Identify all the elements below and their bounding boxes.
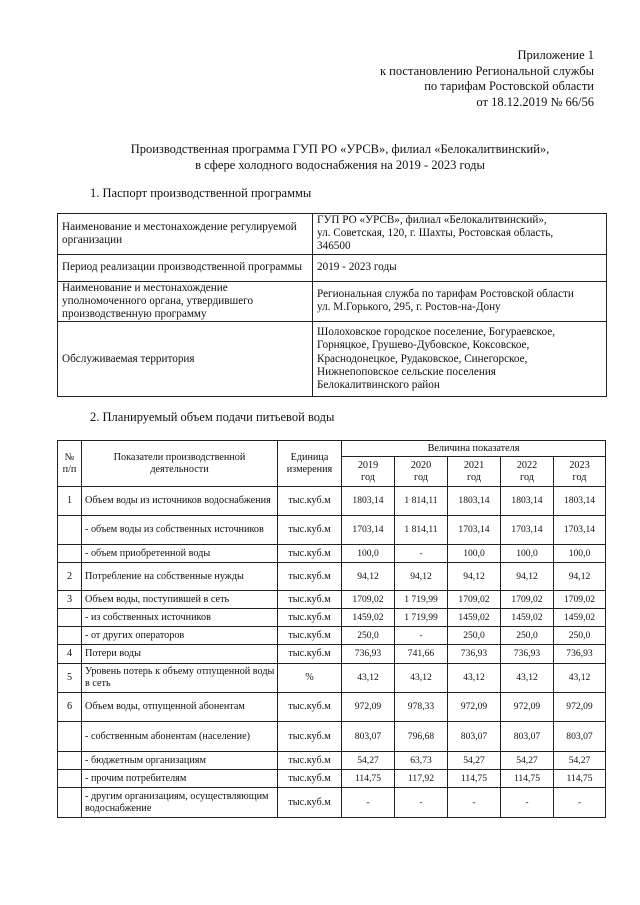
row-indicator: - собственным абонентам (население): [82, 722, 278, 752]
row-value: 94,12: [554, 563, 606, 591]
row-value: 741,66: [395, 645, 448, 664]
title-line: Производственная программа ГУП РО «УРСВ», филиал «Белокалитвинский»,: [130, 142, 550, 156]
appendix-header: [380, 48, 594, 110]
row-value: 250,0: [448, 627, 501, 645]
year-number: 2023: [569, 459, 590, 471]
row-indicator: Объем воды, поступившей в сеть: [82, 591, 278, 609]
row-unit: тыс.куб.м: [278, 693, 342, 722]
passport-value-line: ул. Советская, 120, г. Шахты, Ростовская область,: [317, 227, 554, 240]
passport-value: [313, 281, 607, 322]
section-heading-passport: 1. Паспорт производственной программы: [90, 186, 312, 200]
row-value: -: [342, 788, 395, 818]
passport-label: Наименование и местонахождение регулируемой организации: [58, 214, 313, 255]
row-value: 43,12: [395, 664, 448, 693]
row-value: 1 814,11: [395, 516, 448, 545]
row-num: [58, 609, 82, 627]
row-value: 1709,02: [554, 591, 606, 609]
row-value: 1803,14: [342, 487, 395, 516]
row-value: 1459,02: [501, 609, 554, 627]
row-unit: тыс.куб.м: [278, 516, 342, 545]
row-num: [58, 752, 82, 770]
year-number: 2020: [410, 459, 432, 471]
row-indicator: Потребление на собственные нужды: [82, 563, 278, 591]
row-value: 114,75: [448, 770, 501, 788]
row-num: 2: [58, 563, 82, 591]
row-value: 100,0: [554, 545, 606, 563]
row-value: 1459,02: [448, 609, 501, 627]
row-value: 1703,14: [448, 516, 501, 545]
year-word: год: [572, 471, 587, 483]
header-value: Величина показателя: [342, 441, 606, 457]
passport-value-line: ул. М.Горького, 295, г. Ростов-на-Дону: [317, 301, 501, 314]
row-value: 1703,14: [342, 516, 395, 545]
row-value: 972,09: [448, 693, 501, 722]
header-year: [448, 457, 501, 487]
passport-value-line: Белокалитвинского район: [317, 379, 440, 392]
row-indicator: Уровень потерь к объему отпущенной воды в сеть: [82, 664, 278, 693]
row-unit: тыс.куб.м: [278, 609, 342, 627]
appendix-line: к постановлению Региональной службы: [379, 63, 594, 78]
row-num: 4: [58, 645, 82, 664]
passport-value: [313, 322, 607, 397]
row-value: 1803,14: [448, 487, 501, 516]
row-num: [58, 722, 82, 752]
table-row: [58, 788, 606, 818]
row-value: 250,0: [554, 627, 606, 645]
row-value: 1709,02: [501, 591, 554, 609]
row-unit: тыс.куб.м: [278, 563, 342, 591]
row-num: [58, 516, 82, 545]
appendix-line: от 18.12.2019 № 66/56: [476, 94, 594, 109]
document-title: [70, 141, 610, 173]
header-year: [501, 457, 554, 487]
row-num: 5: [58, 664, 82, 693]
row-value: 796,68: [395, 722, 448, 752]
row-num: 1: [58, 487, 82, 516]
row-value: 736,93: [501, 645, 554, 664]
passport-value: [313, 254, 607, 281]
row-value: 100,0: [342, 545, 395, 563]
row-value: 43,12: [501, 664, 554, 693]
row-value: 94,12: [448, 563, 501, 591]
row-value: 43,12: [342, 664, 395, 693]
passport-value-line: Горняцкое, Грушево-Дубовское, Коксовское,: [317, 339, 530, 352]
year-word: год: [467, 471, 481, 483]
row-value: 94,12: [501, 563, 554, 591]
row-value: 43,12: [554, 664, 606, 693]
row-value: 978,33: [395, 693, 448, 722]
row-value: 54,27: [554, 752, 606, 770]
table-row: [58, 722, 606, 752]
table-row: [58, 487, 606, 516]
row-value: 972,09: [342, 693, 395, 722]
passport-row: [58, 254, 607, 281]
section-heading-plan: 2. Планируемый объем подачи питьевой воды: [90, 410, 335, 424]
row-value: -: [395, 545, 448, 563]
row-indicator: Объем воды, отпущенной абонентам: [82, 693, 278, 722]
appendix-line: Приложение 1: [517, 48, 594, 62]
row-value: 1803,14: [501, 487, 554, 516]
row-num: [58, 627, 82, 645]
table-row: [58, 627, 606, 645]
row-value: 100,0: [448, 545, 501, 563]
passport-label: Обслуживаемая территория: [58, 322, 313, 397]
passport-value-line: 346500: [317, 240, 351, 253]
row-indicator: - объем приобретенной воды: [82, 545, 278, 563]
passport-row: [58, 281, 607, 322]
row-value: 100,0: [501, 545, 554, 563]
row-unit: тыс.куб.м: [278, 591, 342, 609]
row-value: 250,0: [342, 627, 395, 645]
row-value: 1 814,11: [395, 487, 448, 516]
year-number: 2022: [516, 459, 538, 471]
passport-table: [57, 213, 607, 397]
row-value: 803,07: [342, 722, 395, 752]
row-value: -: [395, 627, 448, 645]
row-value: 1 719,99: [395, 591, 448, 609]
water-supply-plan-table: [57, 440, 606, 818]
header-year: [342, 457, 395, 487]
row-indicator: - из собственных источников: [82, 609, 278, 627]
row-value: 94,12: [395, 563, 448, 591]
row-indicator: - от других операторов: [82, 627, 278, 645]
row-indicator: - объем воды из собственных источников: [82, 516, 278, 545]
year-number: 2021: [463, 459, 485, 471]
row-value: 114,75: [554, 770, 606, 788]
table-row: [58, 563, 606, 591]
row-indicator: Объем воды из источников водоснабжения: [82, 487, 278, 516]
row-unit: тыс.куб.м: [278, 487, 342, 516]
row-value: 803,07: [448, 722, 501, 752]
passport-value-line: Региональная служба по тарифам Ростовской области: [317, 288, 574, 301]
row-value: 114,75: [342, 770, 395, 788]
row-value: 1709,02: [448, 591, 501, 609]
row-value: -: [448, 788, 501, 818]
row-value: 117,92: [395, 770, 448, 788]
passport-value-line: Краснодонецкое, Рудаковское, Синегорское,: [317, 352, 528, 365]
row-value: 1803,14: [554, 487, 606, 516]
row-value: 736,93: [448, 645, 501, 664]
table-row: [58, 545, 606, 563]
row-value: 54,27: [448, 752, 501, 770]
row-value: -: [501, 788, 554, 818]
table-row: [58, 609, 606, 627]
row-indicator: - бюджетным организациям: [82, 752, 278, 770]
row-value: 54,27: [501, 752, 554, 770]
row-value: 63,73: [395, 752, 448, 770]
header-indicator: Показатели производственной деятельности: [82, 441, 278, 487]
table-row: [58, 645, 606, 664]
row-unit: тыс.куб.м: [278, 752, 342, 770]
table-row: [58, 664, 606, 693]
row-value: -: [395, 788, 448, 818]
row-unit: %: [278, 664, 342, 693]
row-value: 1459,02: [554, 609, 606, 627]
passport-value-line: Шолоховское городское поселение, Богураевское,: [317, 326, 555, 339]
row-unit: тыс.куб.м: [278, 645, 342, 664]
row-unit: тыс.куб.м: [278, 722, 342, 752]
row-num: [58, 788, 82, 818]
year-word: год: [520, 471, 534, 483]
table-row: [58, 770, 606, 788]
row-value: 1 719,99: [395, 609, 448, 627]
row-indicator: - прочим потребителям: [82, 770, 278, 788]
passport-row: [58, 214, 607, 255]
row-num: [58, 770, 82, 788]
year-word: год: [414, 471, 428, 483]
row-value: 736,93: [554, 645, 606, 664]
row-value: 736,93: [342, 645, 395, 664]
table-row: [58, 591, 606, 609]
row-value: 1703,14: [554, 516, 606, 545]
row-value: 1459,02: [342, 609, 395, 627]
row-indicator: Потери воды: [82, 645, 278, 664]
row-unit: тыс.куб.м: [278, 545, 342, 563]
row-unit: тыс.куб.м: [278, 770, 342, 788]
row-num: 6: [58, 693, 82, 722]
passport-label: Наименование и местонахождение уполномоченного органа, утвердившего производственную программу: [58, 281, 313, 322]
row-unit: тыс.куб.м: [278, 788, 342, 818]
appendix-line: по тарифам Ростовской области: [424, 79, 594, 93]
passport-row: [58, 322, 607, 397]
row-value: 803,07: [501, 722, 554, 752]
year-word: год: [361, 471, 375, 483]
row-value: 972,09: [554, 693, 606, 722]
row-unit: тыс.куб.м: [278, 627, 342, 645]
passport-value-line: 2019 - 2023 годы: [317, 261, 397, 273]
row-value: -: [554, 788, 606, 818]
table-row: [58, 752, 606, 770]
header-year: [395, 457, 448, 487]
row-value: 1709,02: [342, 591, 395, 609]
header-year: [554, 457, 606, 487]
row-value: 250,0: [501, 627, 554, 645]
header-unit: Единица измерения: [278, 441, 342, 487]
passport-value: [313, 214, 607, 255]
passport-value-line: Нижнепоповское сельские поселения: [317, 365, 496, 378]
row-num: 3: [58, 591, 82, 609]
year-number: 2019: [357, 459, 379, 471]
header-num: № п/п: [58, 441, 82, 487]
passport-label: Период реализации производственной программы: [58, 254, 313, 281]
passport-value-line: ГУП РО «УРСВ», филиал «Белокалитвинский»,: [317, 214, 547, 226]
table-row: [58, 693, 606, 722]
row-value: 54,27: [342, 752, 395, 770]
row-value: 94,12: [342, 563, 395, 591]
title-line: в сфере холодного водоснабжения на 2019 - 2023 годы: [195, 158, 485, 172]
row-value: 803,07: [554, 722, 606, 752]
row-value: 43,12: [448, 664, 501, 693]
row-value: 114,75: [501, 770, 554, 788]
table-row: [58, 516, 606, 545]
row-num: [58, 545, 82, 563]
row-indicator: - другим организациям, осуществляющим водоснабжение: [82, 788, 278, 818]
row-value: 1703,14: [501, 516, 554, 545]
row-value: 972,09: [501, 693, 554, 722]
